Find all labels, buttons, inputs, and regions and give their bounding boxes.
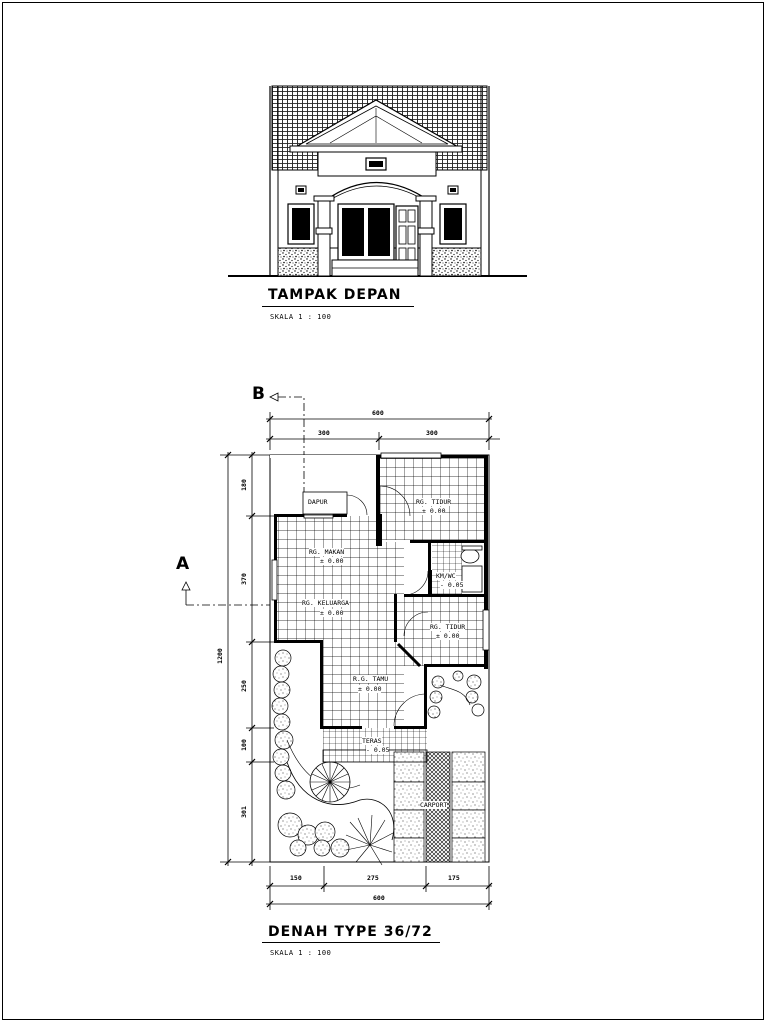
- dim-top-right: 300: [426, 429, 438, 437]
- plan-title: DENAH TYPE 36/72: [268, 924, 433, 940]
- room-tidur-2-label: RG. TIDUR: [430, 623, 466, 631]
- room-keluarga-label: RG. KELUARGA: [302, 599, 349, 607]
- dim-top-left: 300: [318, 429, 330, 437]
- room-tidur-1-label: RG. TIDUR: [416, 498, 452, 506]
- section-marker-b: B: [252, 384, 265, 404]
- dim-left-100: 100: [239, 739, 248, 751]
- plan-title-underline: [262, 942, 440, 943]
- room-dapur-label: DAPUR: [308, 498, 328, 506]
- dim-left-301: 301: [239, 806, 248, 818]
- room-teras-level: - 0.05: [366, 746, 390, 754]
- elevation-title: TAMPAK DEPAN: [268, 287, 402, 303]
- room-tamu-level: ± 0.00: [358, 685, 382, 693]
- room-keluarga-level: ± 0.00: [320, 609, 344, 617]
- room-kmwc-level: - 0.05: [440, 581, 464, 589]
- room-makan-level: ± 0.00: [320, 557, 344, 565]
- section-marker-a: A: [176, 554, 190, 574]
- room-teras-label: TERAS: [362, 737, 382, 745]
- plan-scale: SKALA 1 : 100: [270, 949, 332, 957]
- room-carport-label: CARPORT: [420, 801, 448, 809]
- dim-bottom-b: 275: [367, 874, 379, 882]
- room-tidur-1-level: ± 0.00: [422, 507, 446, 515]
- dim-left-overall: 1200: [215, 648, 224, 664]
- elevation-scale: SKALA 1 : 100: [270, 313, 332, 321]
- dim-bottom-a: 150: [290, 874, 302, 882]
- room-tidur-2-level: ± 0.00: [436, 632, 460, 640]
- room-makan-label: RG. MAKAN: [309, 548, 345, 556]
- dim-bottom-c: 175: [448, 874, 460, 882]
- dim-left-180: 180: [239, 479, 248, 491]
- dim-left-370: 370: [239, 573, 248, 585]
- dim-left-250: 250: [239, 680, 248, 692]
- room-kmwc-label: KM/WC: [436, 572, 456, 580]
- dim-top-overall: 600: [372, 409, 384, 417]
- dim-bottom-overall: 600: [373, 894, 385, 902]
- room-tamu-label: R.G. TAMU: [353, 675, 389, 683]
